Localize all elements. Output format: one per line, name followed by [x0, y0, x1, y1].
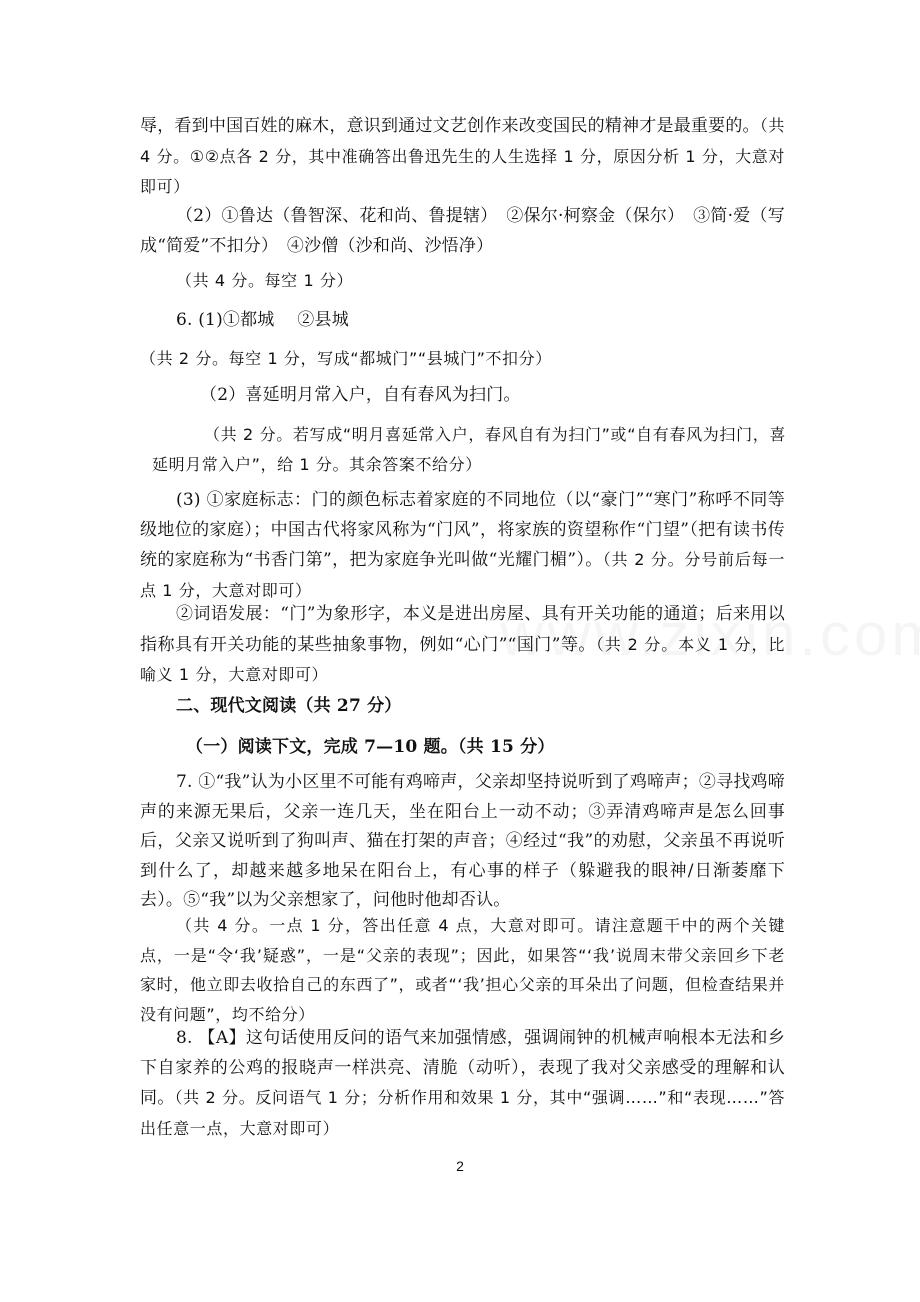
- answer-6-3-part1: [140, 486, 785, 606]
- answer-7-note: （共 4 分。一点 1 分，答出任意 4 点，大意对即可。请注意题干中的两个关键点，一是“令‘我’疑惑”，一是“父亲的表现”；因此，如果答“‘我’说周末带父亲回乡下老家时，他立即去收拾自己的东西了”，或者“‘我’担心父亲的耳朵出了问题，但检查结果并没有问题”，均不给分）: [140, 916, 785, 1024]
- scoring-note: （共 2 分。反问语气 1 分；分析作用和效果 1 分，其中“强调……”和“表现……”答出任意一点，大意对即可）: [140, 1088, 785, 1138]
- answer-7: 7. ①“我”认为小区里不可能有鸡啼声，父亲却坚持说听到了鸡啼声；②寻找鸡啼声的来源无果后，父亲一连几天，坐在阳台上一动不动；③弄清鸡啼声是怎么回事后，父亲又说听到了狗叫声、猫在打架的声音；④经过“我”的劝慰，父亲虽不再说听到什么了，却越来越多地呆在阳台上，有心事的样子（躲避我的眼神/日渐萎靡下去）。⑤“我”以为父亲想家了，问他时他却否认。: [140, 772, 785, 910]
- sub-section-heading: （一）阅读下文，完成 7—10 题。（共 15 分）: [186, 737, 555, 757]
- answer-text: 辱，看到中国百姓的麻木，意识到通过文艺创作来改变国民的精神才是最重要的。: [140, 116, 760, 136]
- scoring-note: （共 2 分。分号前后每一点 1 分，大意对即可）: [140, 550, 786, 600]
- answer-text: (3) ①家庭标志：门的颜色标志着家庭的不同地位（以“豪门”“寒门”称呼不同等级地位的家庭）；中国古代将家风称为“门风”，将家族的资望称作“门望”（把有读书传统的家庭称为“书香门第”，把为家庭争光叫做“光耀门楣”）。: [140, 490, 785, 570]
- answer-5-2: [140, 202, 785, 261]
- answer-6-2: （2）喜延明月常入户，自有春风为扫门。: [200, 385, 521, 405]
- answer-6-2-note: （共 2 分。若写成“明月喜延常入户，春风自有为扫门”或“自有春风为扫门，喜延明月常入户”，给 1 分。其余答案不给分）: [152, 425, 786, 474]
- page-number: 2: [456, 1158, 464, 1174]
- scoring-note: （共 4 分。①②点各 2 分，其中准确答出鲁迅先生的人生选择 1 分，原因分析 1 分，大意对即可）: [140, 116, 785, 196]
- answer-text: ②词语发展：“门”为象形字，本义是进出房屋、具有开关功能的通道；后来用以指称具有开关功能的某些抽象事物，例如“心门”“国门”等。: [140, 604, 785, 655]
- answer-5-1-tail: [140, 111, 785, 203]
- answer-6-1-note: （共 2 分。每空 1 分，写成“都城门”“县城门”不扣分）: [140, 349, 552, 368]
- scoring-note: （共 2 分。本义 1 分，比喻义 1 分，大意对即可）: [140, 634, 785, 684]
- answer-text: 8. 【A】这句话使用反问的语气来加强情感，强调闹钟的机械声响根本无法和乡下自家养的公鸡的报晓声一样洪亮、清脆（动听），表现了我对父亲感受的理解和认同。: [140, 1028, 785, 1108]
- answer-6-3-part2: [140, 600, 785, 691]
- answer-6-1: 6. (1)①都城 ②县城: [176, 310, 349, 330]
- section-heading: 二、现代文阅读（共 27 分）: [176, 696, 402, 716]
- answer-text: （2）①鲁达（鲁智深、花和尚、鲁提辖） ②保尔·柯察金（保尔） ③简·爱（写成“简爱”不扣分） ④沙僧（沙和尚、沙悟净）: [140, 206, 785, 256]
- answer-5-2-note: （共 4 分。每空 1 分）: [176, 271, 354, 290]
- answer-8: [140, 1024, 785, 1144]
